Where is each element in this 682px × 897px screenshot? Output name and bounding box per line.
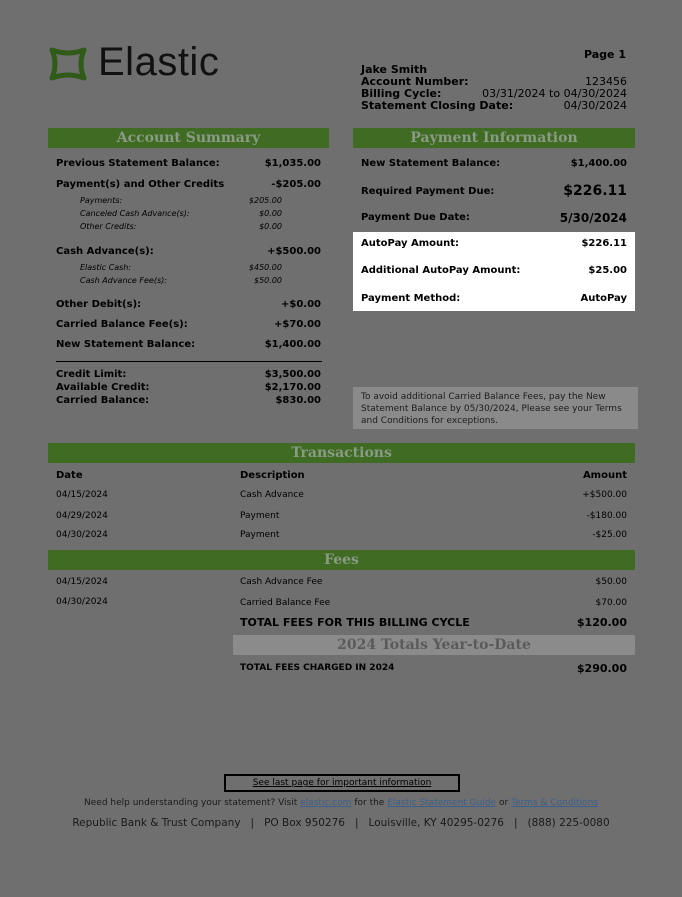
other-credits-label: Other Credits: <box>80 222 137 231</box>
last-page-notice <box>224 774 460 792</box>
carried-balance-label: Carried Balance: <box>56 395 150 406</box>
ytd-fees-label: TOTAL FEES CHARGED IN 2024 <box>240 663 395 673</box>
cash-advance-fee-label: Cash Advance Fee(s): <box>80 276 167 285</box>
terms-link[interactable]: Terms & Conditions <box>511 798 598 808</box>
account-number-label: Account Number: <box>361 75 469 88</box>
ytd-fees-value: $290.00 <box>576 662 627 675</box>
other-credits-value: $0.00 <box>259 222 282 231</box>
total-fees-label: TOTAL FEES FOR THIS BILLING CYCLE <box>240 616 470 629</box>
carried-fee-value: +$70.00 <box>274 319 321 330</box>
help-or: or <box>498 798 509 808</box>
payment-method-value: AutoPay <box>580 293 627 304</box>
transaction-date: 04/30/2024 <box>56 530 108 540</box>
canceled-cash-value: $0.00 <box>259 209 282 218</box>
notice-line-3: and Conditions for exceptions. <box>361 416 499 426</box>
payments-value: $205.00 <box>248 196 282 205</box>
available-credit-value: $2,170.00 <box>264 382 321 393</box>
credits-label: Payment(s) and Other Credits <box>56 179 225 190</box>
statement-guide-link[interactable]: Elastic Statement Guide <box>387 798 497 808</box>
closing-date-value: 04/30/2024 <box>563 99 627 112</box>
logo-mark-icon <box>48 46 88 82</box>
help-line <box>0 798 682 808</box>
payment-info-header: Payment Information <box>353 128 635 148</box>
transaction-date: 04/15/2024 <box>56 490 108 500</box>
transaction-amount: +$500.00 <box>582 490 627 500</box>
page-number: Page 1 <box>583 48 626 61</box>
brand-name: Elastic <box>98 40 220 84</box>
help-prefix: Need help understanding your statement? Visit <box>84 798 298 808</box>
account-summary-header: Account Summary <box>48 128 329 148</box>
summary-new-balance-label: New Statement Balance: <box>56 339 196 350</box>
col-description: Description <box>240 470 305 481</box>
fee-amount: $70.00 <box>595 598 627 608</box>
elastic-cash-label: Elastic Cash: <box>80 263 132 272</box>
account-name: Jake Smith <box>361 63 428 76</box>
required-payment-value: $226.11 <box>563 183 627 199</box>
cash-advance-label: Cash Advance(s): <box>56 246 154 257</box>
payment-method-label: Payment Method: <box>361 293 461 304</box>
prev-balance-label: Previous Statement Balance: <box>56 158 220 169</box>
ytd-header: 2024 Totals Year-to-Date <box>233 635 635 655</box>
other-debit-value: +$0.00 <box>280 299 321 310</box>
closing-date-label: Statement Closing Date: <box>361 99 514 112</box>
col-date: Date <box>56 470 83 481</box>
brand-logo <box>48 40 220 84</box>
pay-new-balance-label: New Statement Balance: <box>361 158 501 169</box>
additional-autopay-label: Additional AutoPay Amount: <box>361 265 521 276</box>
transaction-desc: Cash Advance <box>240 490 304 500</box>
total-fees-value: $120.00 <box>576 616 627 629</box>
transaction-date: 04/29/2024 <box>56 511 108 521</box>
help-for-the: for the <box>354 798 385 808</box>
additional-autopay-value: $25.00 <box>588 265 627 276</box>
prev-balance-value: $1,035.00 <box>264 158 321 169</box>
notice-line-1: To avoid additional Carried Balance Fees, pay the New <box>361 392 606 402</box>
pay-new-balance-value: $1,400.00 <box>570 158 627 169</box>
summary-new-balance-value: $1,400.00 <box>264 339 321 350</box>
transactions-header: Transactions <box>48 443 635 463</box>
fee-date: 04/30/2024 <box>56 597 108 607</box>
autopay-value: $226.11 <box>581 238 627 249</box>
transaction-amount: -$180.00 <box>586 511 627 521</box>
fee-date: 04/15/2024 <box>56 577 108 587</box>
canceled-cash-label: Canceled Cash Advance(s): <box>80 209 190 218</box>
required-payment-label: Required Payment Due: <box>361 186 495 197</box>
other-debit-label: Other Debit(s): <box>56 299 142 310</box>
credit-limit-value: $3,500.00 <box>264 369 321 380</box>
autopay-label: AutoPay Amount: <box>361 238 460 249</box>
fee-desc: Cash Advance Fee <box>240 577 323 587</box>
credits-value: -$205.00 <box>271 179 321 190</box>
payments-label: Payments: <box>80 196 123 205</box>
billing-cycle-label: Billing Cycle: <box>361 87 442 100</box>
fees-header: Fees <box>48 550 635 570</box>
col-amount: Amount <box>582 470 627 481</box>
credit-limit-label: Credit Limit: <box>56 369 127 380</box>
transaction-amount: -$25.00 <box>592 530 627 540</box>
notice-line-2: Statement Balance by 05/30/2024, Please see your Terms <box>361 404 622 414</box>
site-link[interactable]: elastic.com <box>300 798 352 808</box>
summary-divider <box>56 361 322 362</box>
last-page-text: See last page for important information <box>252 778 432 788</box>
due-date-label: Payment Due Date: <box>361 212 470 223</box>
transaction-desc: Payment <box>240 530 280 540</box>
fee-amount: $50.00 <box>595 577 627 587</box>
account-number-value: 123456 <box>585 75 627 88</box>
available-credit-label: Available Credit: <box>56 382 150 393</box>
transaction-desc: Payment <box>240 511 280 521</box>
cash-advance-fee-value: $50.00 <box>254 276 282 285</box>
carried-balance-value: $830.00 <box>275 395 321 406</box>
bank-address: Republic Bank & Trust Company | PO Box 950276 | Louisville, KY 40295-0276 | (888) 225-0080 <box>72 817 610 829</box>
carried-fee-notice <box>353 387 638 429</box>
due-date-value: 5/30/2024 <box>559 211 627 225</box>
billing-cycle-value: 03/31/2024 to 04/30/2024 <box>482 87 627 100</box>
carried-fee-label: Carried Balance Fee(s): <box>56 319 188 330</box>
elastic-cash-value: $450.00 <box>248 263 282 272</box>
cash-advance-value: +$500.00 <box>267 246 321 257</box>
fee-desc: Carried Balance Fee <box>240 598 331 608</box>
